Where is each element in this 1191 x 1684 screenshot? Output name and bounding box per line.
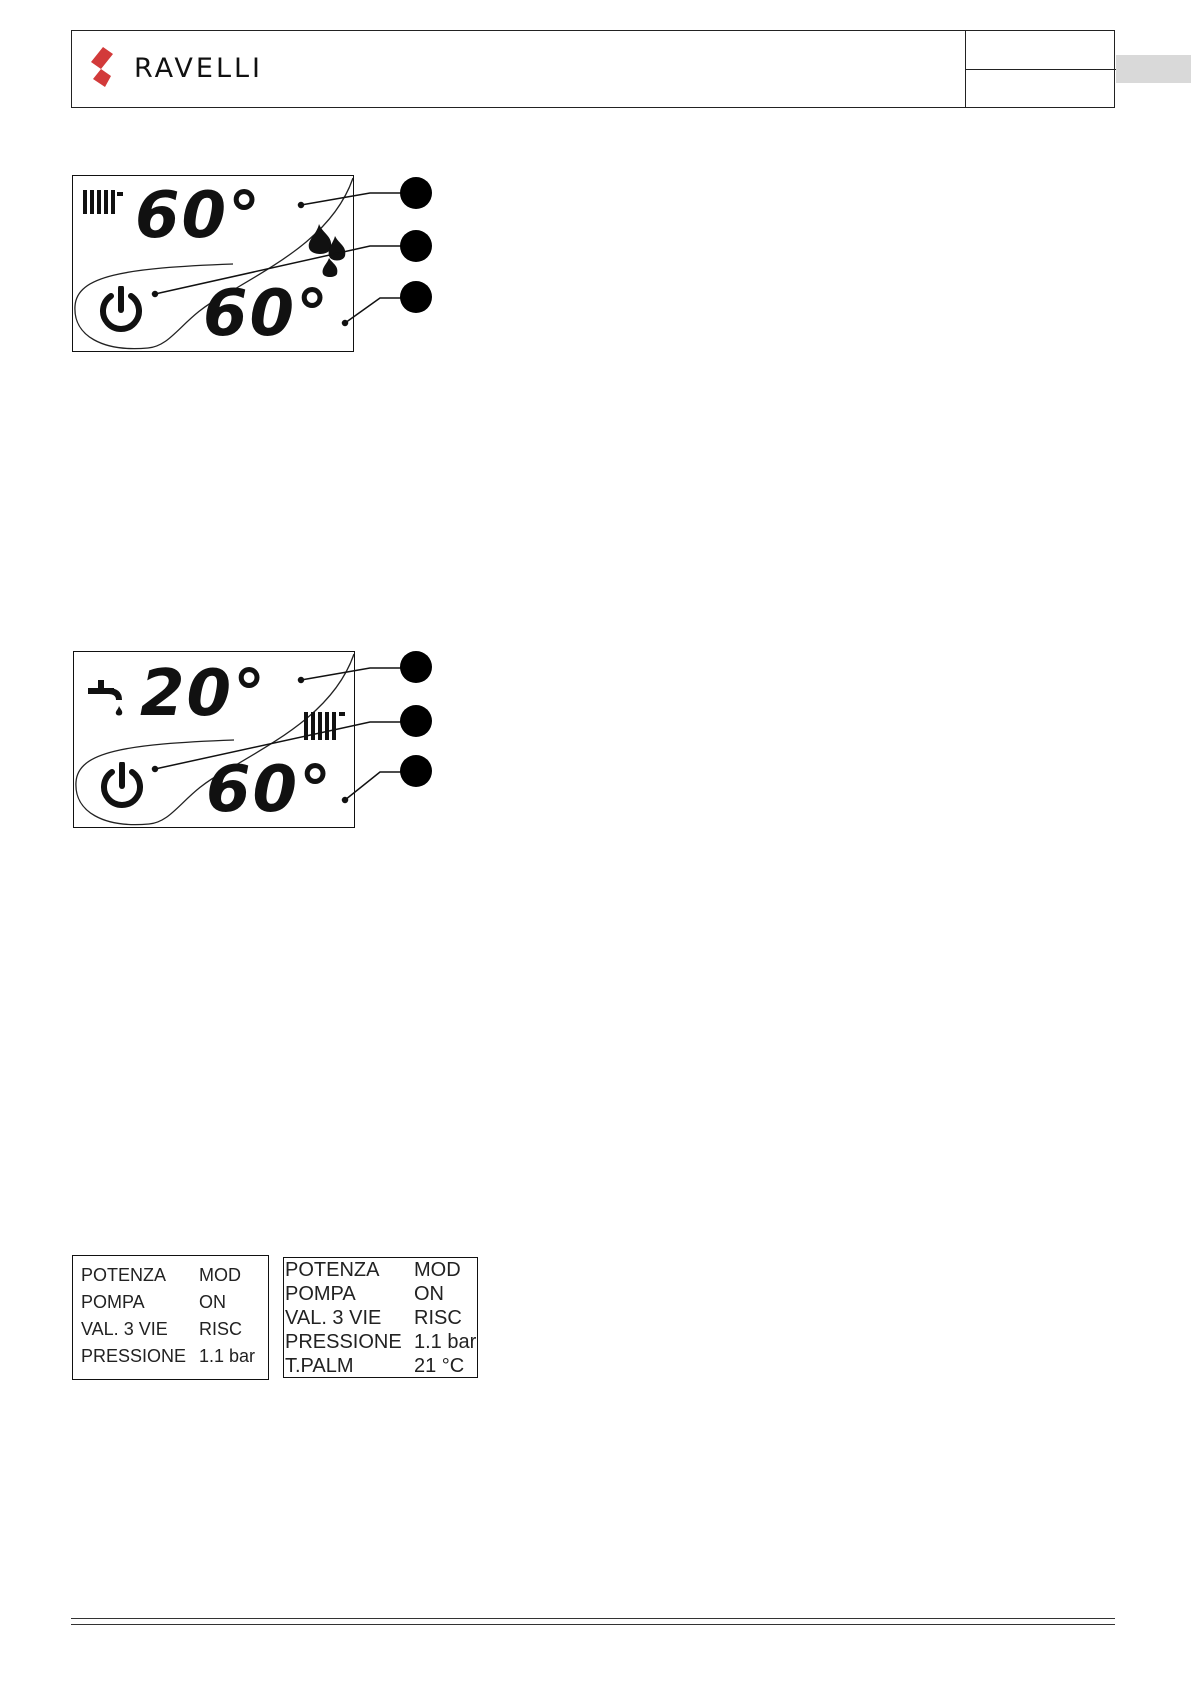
callout-marker-3: [400, 755, 432, 787]
dhw-setpoint-temp: 20°: [140, 657, 268, 731]
boiler-temp: 60°: [206, 753, 334, 827]
callout-marker-1: [400, 177, 432, 209]
header-divider: [966, 69, 1116, 70]
table-row: POMPA ON: [81, 1292, 226, 1312]
table-row: VAL. 3 VIE RISC: [81, 1319, 243, 1339]
boiler-temp: 60°: [203, 277, 331, 351]
callout-marker-2: [400, 705, 432, 737]
radiator-icon: [304, 708, 350, 742]
flame-drops-icon: [305, 224, 349, 278]
side-tab-marker: [1116, 55, 1191, 83]
callout-marker-3: [400, 281, 432, 313]
page-header: [71, 30, 1115, 108]
power-icon[interactable]: [97, 286, 145, 334]
ravelli-logo-icon: [89, 45, 119, 89]
status-info-box: [72, 1255, 269, 1380]
status-table: [81, 1262, 255, 1370]
lcd-display-dhw: [73, 651, 355, 828]
status-table: [285, 1258, 476, 1378]
table-row: T.PALM 21 °C: [285, 1354, 465, 1377]
table-row: VAL. 3 VIE RISC: [285, 1306, 462, 1329]
faucet-icon: [88, 678, 128, 718]
lcd-display-heating: [72, 175, 354, 352]
table-row: POTENZA MOD: [81, 1265, 241, 1285]
table-row: PRESSIONE 1.1 bar: [81, 1346, 256, 1366]
callout-marker-2: [400, 230, 432, 262]
footer-rule: [71, 1618, 1115, 1625]
table-row: PRESSIONE 1.1 bar: [285, 1330, 477, 1353]
radiator-icon: [83, 188, 129, 216]
power-icon[interactable]: [98, 762, 146, 810]
table-row: POTENZA MOD: [285, 1258, 461, 1281]
status-info-box-extended: [283, 1257, 478, 1378]
callout-marker-1: [400, 651, 432, 683]
brand-name: RAVELLI: [134, 53, 263, 84]
header-info-column: [965, 31, 1116, 107]
table-row: POMPA ON: [285, 1282, 444, 1305]
heating-setpoint-temp: 60°: [135, 179, 263, 253]
